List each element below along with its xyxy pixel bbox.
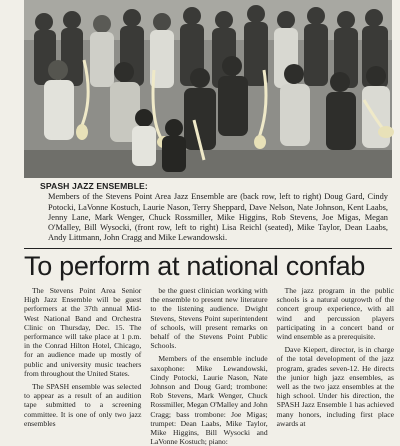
group-photo [24, 0, 392, 178]
band-photo-illustration [24, 0, 392, 178]
column-3 [276, 286, 394, 428]
column-1 [24, 286, 142, 428]
paragraph: The Stevens Point Area Senior High Jazz Ensemble will be guest performers at the 37th annual Mid-West National Band and Orchestra Clinic on Thursday, Dec. 15. The performance will take place at 1 p.m. in the Conrad Hilton Hotel, Chicago, for an audience made up mostly of public and university music teachers from throughout the United States. [24, 286, 142, 378]
article-body [24, 286, 394, 446]
paragraph: be the guest clinician working with the ensemble to present new literature to the listening audience. Dwight Stevens, Stevens Point superintendent of schools, will present remarks on behalf of the Stevens Point Public Schools. [150, 286, 268, 351]
photo-caption [40, 181, 388, 244]
caption-body: Members of the Stevens Point Area Jazz Ensemble are (back row, left to right) Doug Gard, Cindy Potocki, LaVonne Kostuch, Laurie Nason, Terry Sheppard, Dave Nelson, Nate Johnson, Kent Laabs, Jenny Lane, Mark Wenger, Chuck Rossmiller, Mike Higgins, Rob Stevens, Joe Migas, Megan O'Malley, Bill Wysocki, (front row, left to right) Lisa Reichl (seated), Mike Taylor, Dean Laabs, Andy Littmann, John Cragg and Mike Lewandowski. [48, 192, 388, 243]
paragraph: The jazz program in the public schools is a natural outgrowth of the concert group experience, with all wind and percussion players participating in a concert band or wind ensemble as a prerequisite. [276, 286, 394, 342]
column-2 [150, 286, 268, 446]
paragraph: Dave Kiepert, director, is in charge of the total development of the jazz program, grades seven-12. He directs the junior high jazz ensembles, as well as the two jazz ensembles at the high school. Under his direction, the SPASH Jazz Ensemble 1 has achieved many honors, including first place awards at [276, 345, 394, 428]
article-headline: To perform at national confab [24, 251, 366, 281]
divider [24, 248, 392, 249]
paragraph: Members of the ensemble include saxophone: Mike Lewandowski, Cindy Potocki, Laurie Nason, Nate Johnson and Doug Gard; trombone: Rob Stevens, Mark Wenger, Chuck Rossmiller, Megan O'Malley and John Cragg; bass trombone: Joe Migas; trumpet: Dean Laabs, Mike Taylor, Mike Higgins, Bill Wysocki and LaVonne Kostuch; piano: [150, 354, 268, 446]
paragraph: The SPASH ensemble was selected to appear as a result of an audition tape submitted to a screening committee. It is one of only two jazz ensembles [24, 382, 142, 428]
caption-heading: SPASH JAZZ ENSEMBLE: [40, 181, 148, 191]
